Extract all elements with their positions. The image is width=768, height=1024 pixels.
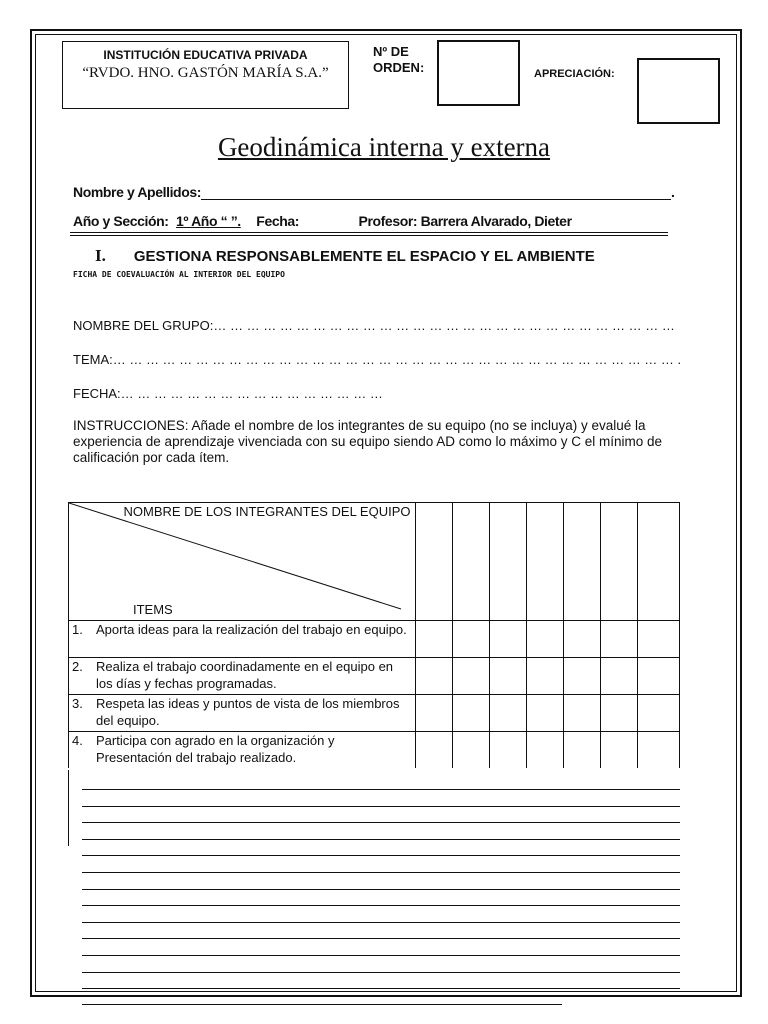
score-cell[interactable] [416,695,453,732]
writing-line[interactable] [82,905,680,922]
year-value: 1º Año “ ”. [176,213,241,229]
section-subtitle: FICHA DE COEVALUACIÓN AL INTERIOR DEL EQUIPO [73,270,285,279]
item-number: 1. [72,622,83,637]
score-cell[interactable] [564,658,601,695]
writing-line[interactable] [82,822,680,839]
member-column-cell[interactable] [638,503,680,621]
writing-line[interactable] [82,955,680,972]
items-header: ITEMS [133,602,173,617]
member-column-cell[interactable] [527,503,564,621]
score-cell[interactable] [527,658,564,695]
left-bracket-mark [68,770,74,846]
score-cell[interactable] [416,658,453,695]
table-row [69,732,680,769]
item-number: 4. [72,733,83,748]
page-title: Geodinámica interna y externa [217,132,551,162]
section-number: I. [95,246,106,265]
writing-line[interactable] [82,839,680,856]
member-column-cell[interactable] [416,503,453,621]
group-name-field[interactable]: NOMBRE DEL GRUPO:… … … … … … … … … … … … … … … … … … … … … … … … … … … … [73,318,675,333]
appreciation-field[interactable] [637,58,720,124]
separator-line [70,235,668,236]
table-row [69,695,680,732]
item-text: Respeta las ideas y puntos de vista de los miembros del equipo. [96,696,400,728]
name-field[interactable] [201,185,671,200]
score-cell[interactable] [416,732,453,769]
writing-line[interactable] [82,938,680,955]
score-cell[interactable] [601,658,638,695]
score-cell[interactable] [638,695,680,732]
member-column-cell[interactable] [601,503,638,621]
writing-lines[interactable] [82,789,680,1005]
score-cell[interactable] [490,658,527,695]
table-row [69,658,680,695]
writing-line[interactable] [82,855,680,872]
score-cell[interactable] [564,732,601,769]
year-label: Año y Sección: [73,213,169,229]
item-cell [69,695,416,732]
teacher-name: Profesor: Barrera Alvarado, Dieter [358,213,572,229]
score-cell[interactable] [638,621,680,658]
writing-line[interactable] [82,972,680,989]
institution-box [62,41,349,109]
member-column-cell[interactable] [453,503,490,621]
score-cell[interactable] [453,621,490,658]
item-text: Aporta ideas para la realización del trabajo en equipo. [96,622,407,637]
table-header-cell [69,503,416,621]
date-field[interactable]: FECHA:… … … … … … … … … … … … … … … … [73,386,383,401]
writing-line[interactable] [82,806,680,823]
item-number: 2. [72,659,83,674]
writing-line[interactable] [82,988,680,1005]
year-row [73,213,572,229]
section-heading [95,246,595,266]
member-column-cell[interactable] [490,503,527,621]
institution-type: INSTITUCIÓN EDUCATIVA PRIVADA [103,48,308,62]
writing-line[interactable] [82,872,680,889]
name-end: . [671,184,675,200]
topic-field[interactable]: TEMA:… … … … … … … … … … … … … … … … … … … … … … … … … … … … … … … … … … . [73,352,682,367]
section-title: GESTIONA RESPONSABLEMENTE EL ESPACIO Y EL AMBIENTE [133,248,595,265]
diagonal-divider [69,503,415,620]
name-label: Nombre y Apellidos: [73,184,202,200]
score-cell[interactable] [527,695,564,732]
score-cell[interactable] [601,621,638,658]
score-cell[interactable] [564,621,601,658]
score-cell[interactable] [453,732,490,769]
item-cell [69,732,416,769]
writing-line[interactable] [82,789,680,806]
separator-line [70,232,668,233]
date-label: Fecha: [256,213,300,229]
members-header: NOMBRE DE LOS INTEGRANTES DEL EQUIPO [123,504,411,519]
score-cell[interactable] [453,658,490,695]
score-cell[interactable] [638,732,680,769]
score-cell[interactable] [490,732,527,769]
writing-line[interactable] [82,1004,562,1005]
institution-name: “RVDO. HNO. GASTÓN MARÍA S.A.” [82,65,329,81]
table-row [69,621,680,658]
evaluation-table [68,502,680,768]
writing-line[interactable] [82,889,680,906]
item-cell [69,621,416,658]
score-cell[interactable] [527,732,564,769]
member-column-cell[interactable] [564,503,601,621]
score-cell[interactable] [638,658,680,695]
item-text: Participa con agrado en la organización y Presentación del trabajo realizado. [96,733,335,765]
item-number: 3. [72,696,83,711]
writing-line[interactable] [82,922,680,939]
score-cell[interactable] [490,621,527,658]
appreciation-label: APRECIACIÓN: [534,68,615,80]
score-cell[interactable] [490,695,527,732]
order-number-field[interactable] [437,40,520,106]
score-cell[interactable] [564,695,601,732]
order-number-label: Nº DE ORDEN: [373,44,425,75]
score-cell[interactable] [527,621,564,658]
item-text: Realiza el trabajo coordinadamente en el equipo en los días y fechas programadas. [96,659,394,691]
score-cell[interactable] [453,695,490,732]
name-row [73,184,675,200]
instructions-text: INSTRUCCIONES: Añade el nombre de los integrantes de su equipo (no se incluya) y evalué la experiencia de aprendizaje vivenciada con su equipo siendo AD como lo máximo y C el mínimo de calificación por cada ítem. [73,418,663,465]
item-cell [69,658,416,695]
score-cell[interactable] [601,732,638,769]
score-cell[interactable] [601,695,638,732]
score-cell[interactable] [416,621,453,658]
